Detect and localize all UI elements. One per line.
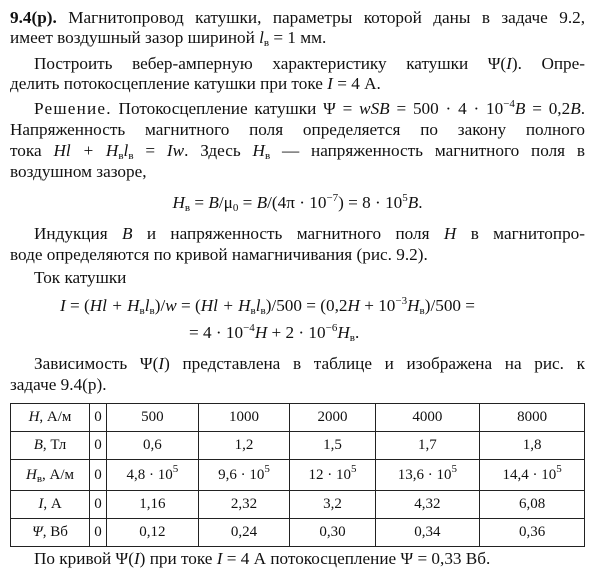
row-header: $H_в$, А/м (11, 460, 90, 491)
table-row (11, 404, 585, 432)
table-cell: $12 \cdot 10^5$ (290, 460, 375, 491)
solution-line-2: Напряженность магнитного поля определяется по закону полного (10, 120, 585, 139)
table-cell: 0 (90, 404, 107, 432)
table-cell: 500 (107, 404, 199, 432)
row-header: Ψ, Вб (11, 519, 90, 547)
table-cell: 1000 (198, 404, 290, 432)
table-cell: 0,6 (107, 432, 199, 460)
task-line-1: Построить вебер-амперную характеристику катушки Ψ(I). Опре- (34, 54, 586, 73)
table-cell: $14,4 \cdot 10^5$ (480, 460, 585, 491)
table-cell: 8000 (480, 404, 585, 432)
table-cell: 6,08 (480, 491, 585, 519)
table-row (11, 491, 585, 519)
row-header: H, А/м (11, 404, 90, 432)
results-table (10, 403, 585, 547)
table-cell: 1,5 (290, 432, 375, 460)
table-cell: 0 (90, 432, 107, 460)
row-header: B, Тл (11, 432, 90, 460)
table-cell: 2000 (290, 404, 375, 432)
table-cell: 0,30 (290, 519, 375, 547)
table-cell: 1,7 (375, 432, 480, 460)
table-row (11, 519, 585, 547)
conclusion-line: По кривой Ψ(I) при токе I = 4 А потокосцепление Ψ = 0,33 Вб. (34, 549, 491, 568)
solution-line-8: Зависимость Ψ(I) представлена в таблице и изображена на рис. к (34, 354, 585, 373)
table-cell: 1,8 (480, 432, 585, 460)
row-header: I, А (11, 491, 90, 519)
table-cell: 0,12 (107, 519, 199, 547)
table-cell: 2,32 (198, 491, 290, 519)
table-cell: 0 (90, 519, 107, 547)
solution-line-1: Решение. Потокосцепление катушки Ψ = wSB = $500 \cdot 4 \cdot 10^{-4}B = 0,2B$. (34, 98, 585, 118)
table-cell: 3,2 (290, 491, 375, 519)
solution-line-6: воде определяются по кривой намагничивания (рис. 9.2). (10, 245, 428, 264)
table-cell: $4,8 \cdot 10^5$ (107, 460, 199, 491)
solution-line-7: Ток катушки (34, 268, 127, 287)
table-row (11, 432, 585, 460)
solution-line-4: воздушном зазоре, (10, 162, 147, 181)
table-cell: 1,2 (198, 432, 290, 460)
table-cell: 4000 (375, 404, 480, 432)
equation-1: $H_в = B/\mu_0 = B/(4\pi \cdot 10^{-7}) = 8 \cdot 10^5B$. (172, 192, 423, 214)
table-cell: 0,24 (198, 519, 290, 547)
problem-line-2: имеет воздушный зазор шириной $l_в = 1$ мм. (10, 28, 327, 49)
problem-number: 9.4(р). (10, 8, 57, 27)
problem-text: Магнитопровод катушки, параметры которой даны в задаче 9.2, (68, 8, 586, 27)
table-row (11, 460, 585, 491)
equation-3: = $4 \cdot 10^{-4}H + 2 \cdot 10^{-6}H_в$. (189, 322, 360, 344)
problem-line-1 (10, 8, 585, 28)
solution-label: Решение. (34, 99, 112, 118)
table-cell: 1,16 (107, 491, 199, 519)
table-cell: 0,36 (480, 519, 585, 547)
table-cell: $13,6 \cdot 10^5$ (375, 460, 480, 491)
equation-2: $I = (Hl + H_вl_в)/w = (Hl + H_вl_в)/500 = (0,2H + 10^{-3}H_в)/500$ = (60, 295, 476, 317)
results-table-body (11, 404, 585, 547)
solution-line-5: Индукция B и напряженность магнитного поля H в магнитопро- (34, 224, 586, 243)
table-cell: 4,32 (375, 491, 480, 519)
table-cell: 0 (90, 460, 107, 491)
table-cell: 0,34 (375, 519, 480, 547)
table-cell: 0 (90, 491, 107, 519)
solution-line-3: тока $Hl + H_вl_в = Iw$. Здесь $H_в$ — напряженность магнитного поля в (10, 141, 586, 162)
solution-line-9: задаче 9.4(р). (10, 375, 107, 394)
table-cell: $9,6 \cdot 10^5$ (198, 460, 290, 491)
task-line-2: делить потокосцепление катушки при токе I = 4 А. (10, 74, 381, 93)
